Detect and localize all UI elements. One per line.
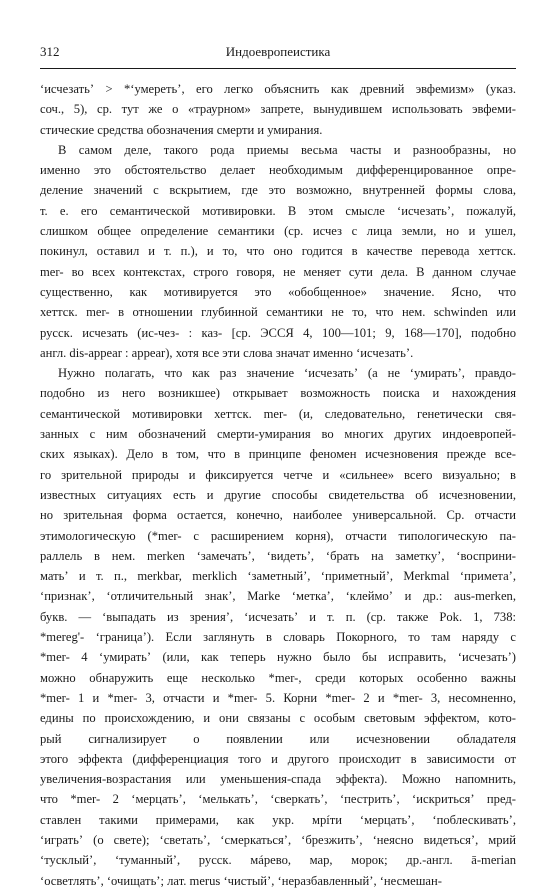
text-line: ʻигратьʼ (о свете); ʻсветатьʼ, ʻсмеркатьсяʼ, ʻбрезжитьʼ, ʻнеясно видетьсяʼ, мрий — [40, 832, 516, 847]
text-line: *mer- 1 и *mer- 3, отчасти и *mer- 5. Корни *mer- 2 и *mer- 3, несомненно, — [40, 690, 516, 705]
text-line: *mer- 4 ʻумиратьʼ (или, как теперь нужно было бы исправить, ʻисчезатьʼ) — [40, 650, 516, 665]
text-line: но зрительная форма остается, конечно, наиболее универсальной. Ср. отчасти — [40, 508, 516, 523]
text-line: увеличения-возрастания или уменьшения-спада эффекта). Можно напомнить, — [40, 772, 516, 787]
text-line: англ. dis-appear : appear), хотя все эти слова значат именно ʻисчезатьʼ. — [40, 345, 414, 360]
text-line: покинул, оставил и т. п.), и то, что оно годится в качестве перевода хеттск. — [40, 244, 516, 259]
text-line: го зрительной природы и фиксируется четче и «сильнее» всего визуально; в — [40, 467, 516, 482]
text-line: т. е. его семантической мотивировки. В этом смысле ʻисчезатьʼ, пожалуй, — [40, 203, 516, 218]
text-line: известных ситуациях есть и другие способы свидетельства об исчезновении, — [40, 487, 516, 502]
text-line: что *mer- 2 ʻмерцатьʼ, ʻмелькатьʼ, ʻсверкатьʼ, ʻпестритьʼ, ʻискритьсяʼ пред- — [40, 792, 516, 807]
text-line: этимологическую (*mer- с расширением корня), отчасти типологическую па- — [40, 528, 516, 543]
text-line: хеттск. mer- в отношении глубинной семантики не то, что нем. schwinden или — [40, 305, 516, 320]
text-line: матьʼ и т. п., merkbar, merklich ʻзаметныйʼ, ʻприметныйʼ, Merkmal ʻприметаʼ, — [40, 569, 516, 584]
text-line: семантической мотивировки хеттск. mer- (и, следовательно, генетически свя- — [40, 406, 516, 421]
text-line: рый сигнализирует о появлении или исчезновении обладателя — [40, 731, 516, 746]
text-line: занных с ним обозначений смерти-умирания во многих других индоевропей- — [40, 427, 516, 442]
text-line: именно это обстоятельство делает необходимым дифференцированное опре- — [40, 163, 516, 178]
text-line: стические средства обозначения смерти и умирания. — [40, 122, 323, 137]
text-line: Нужно полагать, что как раз значение ʻисчезатьʼ (а не ʻумиратьʼ, правдо- — [58, 366, 516, 381]
page-number: 312 — [40, 44, 60, 59]
text-line: можно обнаружить еще несколько *mer-, среди которых особенно важны — [40, 670, 516, 685]
text-line: В самом деле, такого рода приемы весьма часты и разнообразны, но — [58, 142, 516, 157]
paragraph — [40, 363, 516, 891]
paragraph — [40, 79, 516, 140]
text-line: русск. исчезать (ис-чез- : каз- [ср. ЭССЯ 4, 100—101; 9, 168—170], подобно — [40, 325, 516, 340]
text-line: mer- во всех контекстах, строго говоря, не меняет сути дела. В данном случае — [40, 264, 516, 279]
text-line: ских языках). Дело в том, что в принципе феномен исчезновения прежде все- — [40, 447, 516, 462]
text-line: ʻосветлятьʼ, ʻочищатьʼ; лат. merus ʻчистыйʼ, ʻнеразбавленныйʼ, ʻнесмешан- — [40, 873, 442, 888]
text-line: существенно, как мотивируется это «обобщенное» значение. Ясно, что — [40, 284, 516, 299]
text-line: *mereg'- ʻграницаʼ). Если заглянуть в словарь Покорного, то там наряду с — [40, 630, 516, 645]
text-line: этого эффекта (дифференциация того и другого происходит в зависимости от — [40, 751, 516, 766]
running-head — [40, 44, 516, 66]
text-line: раллель в нем. merken ʻзамечатьʼ, ʻвидетьʼ, ʻбрать на заметкуʼ, ʻвосприни- — [40, 548, 516, 563]
text-line: соч., 5), ср. тут же о «траурном» запрете, вынудившем использовать эвфеми- — [40, 102, 516, 117]
text-line: деление значений с вскрытием, где это возможно, внутренней формы слова, — [40, 183, 516, 198]
body-text — [40, 79, 516, 891]
text-line: букв. — ʻвыпадать из зренияʼ, ʻисчезатьʼ и т. п. (ср. также Pok. 1, 738: — [40, 609, 516, 624]
text-line: ʻисчезатьʼ > *ʻумеретьʼ, его легко объяснить как древний эвфемизм» (указ. — [40, 82, 516, 96]
text-line: едины по происхождению, и они связаны с особым световым эффектом, кото- — [40, 711, 516, 726]
paragraph — [40, 140, 516, 363]
text-line: подобно из него возникшее) открывает возможность поиска и нахождения — [40, 386, 516, 401]
text-line: ставлен такими примерами, как укр. мрíти ʻмерцатьʼ, ʻпоблескиватьʼ, — [40, 812, 516, 827]
text-line: слишком общее определение семантики (ср. исчез с лица земли, но и ушел, — [40, 224, 516, 239]
header-rule — [40, 68, 516, 69]
text-line: ʻпризнакʼ, ʻотличительный знакʼ, Marke ʻметкаʼ, ʻклеймоʼ и др.: aus-merken, — [40, 589, 516, 604]
running-title: Индоевропеистика — [225, 44, 331, 59]
text-line: ʻтусклыйʼ, ʻтуманныйʼ, русск. мáрево, мар, морок; др.-англ. ā-merian — [40, 853, 516, 868]
